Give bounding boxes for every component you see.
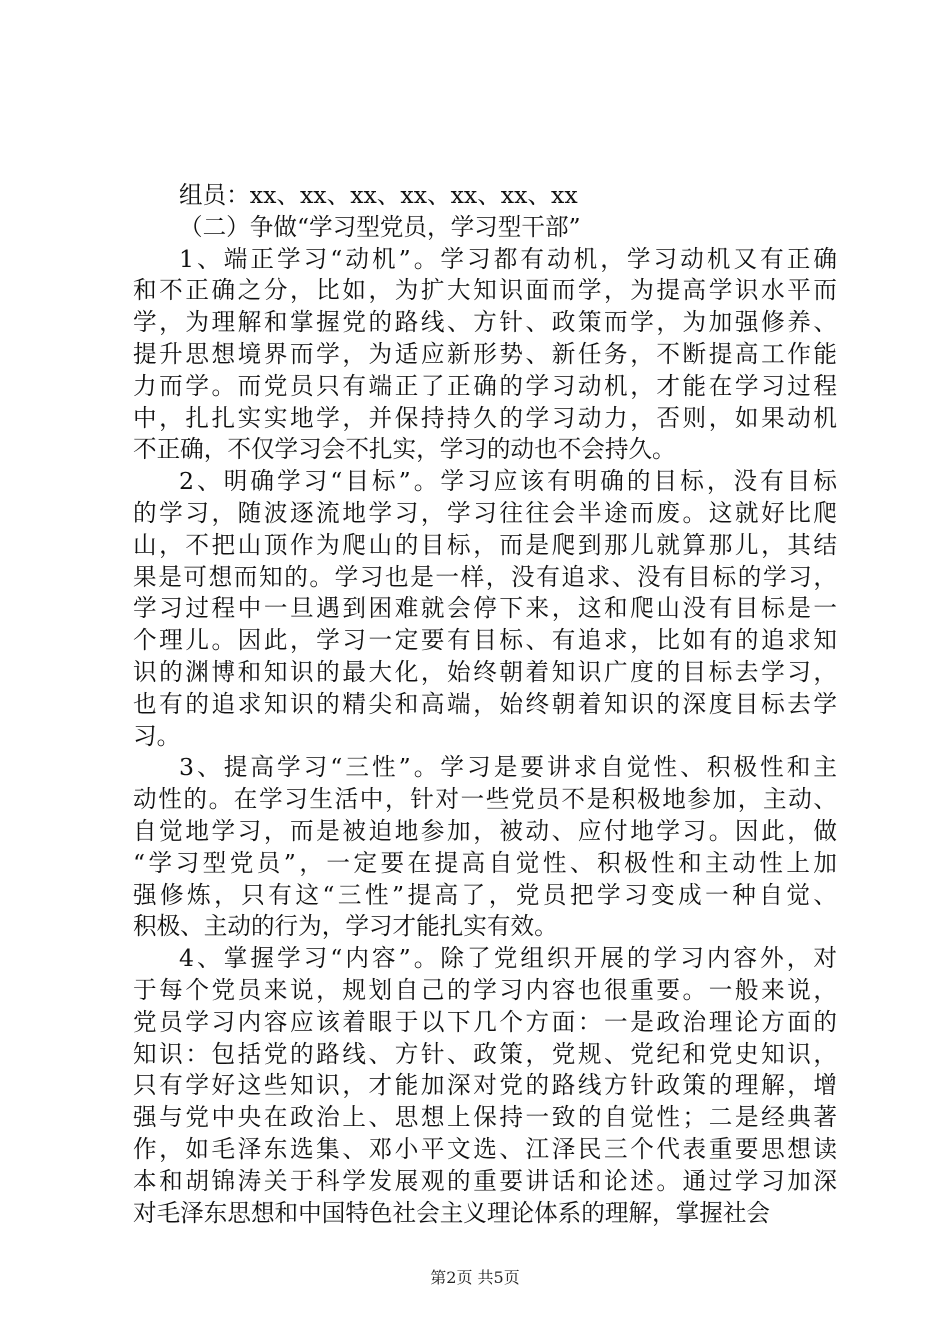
text-line: 1、端正学习“动机”。学习都有动机，学习动机又有正确 [179,244,837,273]
text-line: 不正确，不仅学习会不扎实，学习的动也不会持久。 [133,435,676,464]
text-line: 知识：包括党的路线、方针、政策，党规、党纪和党史知识， [133,1039,837,1068]
text-line: 党员学习内容应该着眼于以下几个方面：一是政治理论方面的 [133,1007,837,1036]
text-line: 和不正确之分，比如，为扩大知识面而学，为提高学识水平而 [133,276,837,305]
text-line: 作，如毛泽东选集、邓小平文选、江泽民三个代表重要思想读 [133,1134,837,1163]
text-line: 个理儿。因此，学习一定要有目标、有追求，比如有的追求知 [133,626,837,655]
text-line: 也有的追求知识的精尖和高端，始终朝着知识的深度目标去学 [133,689,837,718]
text-line: 习。 [133,721,181,750]
paragraph [133,180,837,212]
text-line: 强与党中央在政治上、思想上保持一致的自觉性；二是经典著 [133,1103,837,1132]
text-line: （二）争做“学习型党员，学习型干部” [179,212,581,241]
text-line: “学习型党员”，一定要在提高自觉性、积极性和主动性上加 [133,848,837,877]
text-line: 学习过程中一旦遇到困难就会停下来，这和爬山没有目标是一 [133,594,837,623]
text-line: 3、提高学习“三性”。学习是要讲求自觉性、积极性和主 [179,753,837,782]
page-number-label: 第2页 共5页 [430,1268,520,1287]
document-body [133,180,837,1229]
text-line: 果是可想而知的。学习也是一样，没有追求、没有目标的学习， [133,562,837,591]
text-line: 识的渊博和知识的最大化，始终朝着知识广度的目标去学习， [133,657,837,686]
text-line: 本和胡锦涛关于科学发展观的重要讲话和论述。通过学习加深 [133,1166,837,1195]
text-line: 山，不把山顶作为爬山的目标，而是爬到那儿就算那儿，其结 [133,530,837,559]
paragraph [133,244,837,467]
text-line: 力而学。而党员只有端正了正确的学习动机，才能在学习过程 [133,371,837,400]
paragraph [133,466,837,752]
text-line: 的学习，随波逐流地学习，学习往往会半途而废。这就好比爬 [133,498,837,527]
text-line: 中，扎扎实实地学，并保持持久的学习动力，否则，如果动机 [133,403,837,432]
text-line: 积极、主动的行为，学习才能扎实有效。 [133,912,558,941]
text-line: 4、掌握学习“内容”。除了党组织开展的学习内容外，对 [179,944,837,973]
text-line: 2、明确学习“目标”。学习应该有明确的目标，没有目标 [179,467,837,496]
paragraph [133,212,837,244]
paragraph [133,752,837,943]
text-line: 对毛泽东思想和中国特色社会主义理论体系的理解，掌握社会 [133,1198,771,1227]
text-line: 学，为理解和掌握党的路线、方针、政策而学，为加强修养、 [133,308,837,337]
text-line: 只有学好这些知识，才能加深对党的路线方针政策的理解，增 [133,1071,837,1100]
text-line: 强修炼，只有这“三性”提高了，党员把学习变成一种自觉、 [133,880,837,909]
text-line: 提升思想境界而学，为适应新形势、新任务，不断提高工作能 [133,339,837,368]
paragraph [133,943,837,1229]
text-line: 动性的。在学习生活中，针对一些党员不是积极地参加，主动、 [133,785,837,814]
text-line: 组员：xx、xx、xx、xx、xx、xx、xx [179,181,578,209]
text-line: 自觉地学习，而是被迫地参加，被动、应付地学习。因此，做 [133,816,837,845]
page-number-footer [0,1268,950,1288]
text-line: 于每个党员来说，规划自己的学习内容也很重要。一般来说， [133,975,837,1004]
